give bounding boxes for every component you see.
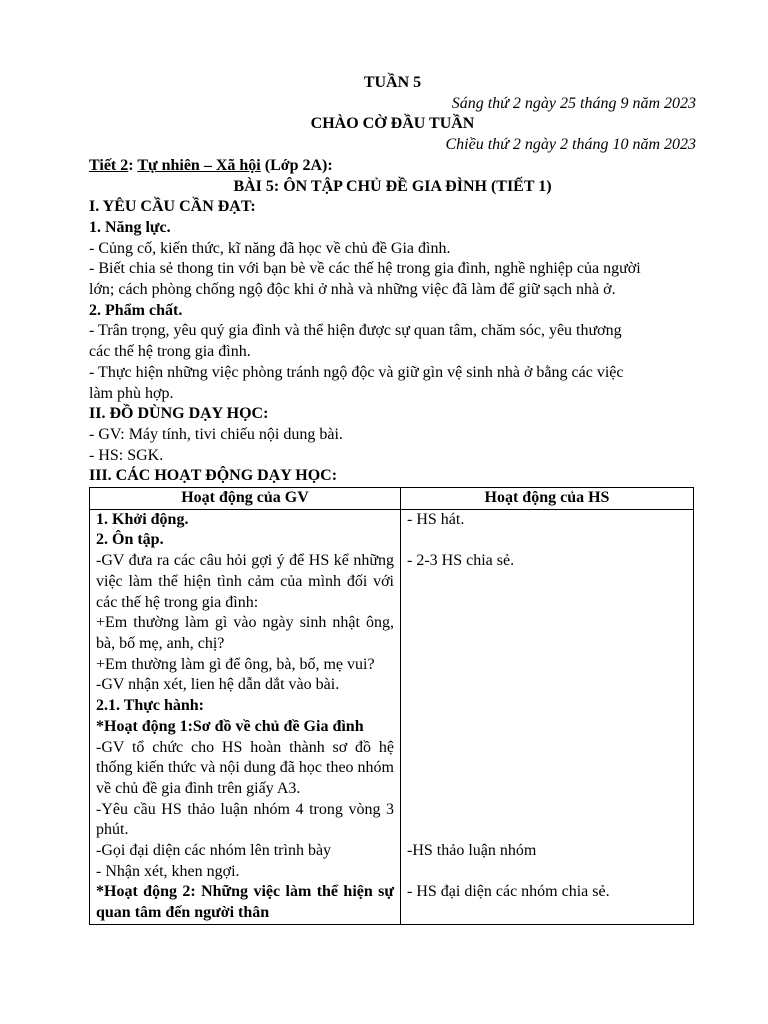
period-label: Tiết 2: [89, 156, 129, 174]
column-header-gv: Hoạt động của GV: [90, 488, 401, 510]
spacer: [407, 675, 687, 696]
spacer: [407, 820, 687, 841]
section1-heading: I. YÊU CẦU CẦN ĐẠT:: [89, 198, 256, 216]
lesson-line: [89, 156, 696, 177]
section1-line: lớn; cách phòng chống ngộ độc khi ở nhà và những việc đã làm để giữ sạch nhà ở.: [89, 281, 616, 299]
date-afternoon: Chiều thứ 2 ngày 2 tháng 10 năm 2023: [445, 136, 696, 154]
hs-response: - HS đại diện các nhóm chia sẻ.: [407, 883, 610, 901]
gv-paragraph: -GV tổ chức cho HS hoàn thành sơ đồ hệ thống kiến thức và nội dung đã học theo nhóm về chủ đề gia đình trên giấy A3.: [96, 738, 394, 797]
section1-line: - Thực hiện những việc phòng tránh ngộ độc và giữ gìn vệ sinh nhà ở bằng các việc: [89, 363, 624, 381]
lesson-title: BÀI 5: ÔN TẬP CHỦ ĐỀ GIA ĐÌNH (TIẾT 1): [233, 177, 552, 195]
gv-heading: 2. Ôn tập.: [96, 531, 164, 549]
section2-line: - GV: Máy tính, tivi chiếu nội dung bài.: [89, 425, 343, 443]
spacer: [407, 655, 687, 676]
spacer: [407, 572, 687, 593]
spacer: [407, 530, 687, 551]
subject-name: Tự nhiên – Xã hội: [137, 156, 261, 174]
section1-sub1: 1. Năng lực.: [89, 218, 171, 236]
gv-heading: 1. Khởi động.: [96, 510, 189, 528]
gv-paragraph: +Em thường làm gì vào ngày sinh nhật ông, bà, bố mẹ, anh, chị?: [96, 614, 394, 652]
class-name: (Lớp 2A):: [260, 156, 333, 174]
table-header-row: [90, 488, 694, 510]
section3-heading: III. CÁC HOẠT ĐỘNG DẠY HỌC:: [89, 467, 338, 485]
activities-table: [89, 487, 694, 925]
gv-heading: *Hoạt động 2: Những việc làm thể hiện sự quan tâm đến người thân: [96, 883, 394, 922]
column-header-hs: Hoạt động của HS: [401, 488, 694, 510]
gv-cell: [90, 509, 401, 924]
date-morning: Sáng thứ 2 ngày 25 tháng 9 năm 2023: [451, 94, 696, 112]
spacer: [407, 717, 687, 738]
section1-line: - Trân trọng, yêu quý gia đình và thể hiện được sự quan tâm, chăm sóc, yêu thương: [89, 322, 622, 340]
hs-cell: [401, 509, 694, 924]
gv-paragraph: -GV đưa ra các câu hỏi gợi ý để HS kể những việc làm thể hiện tình cảm của mình đối với các thế hệ trong gia đình:: [96, 552, 394, 611]
hs-response: - HS hát.: [407, 510, 465, 528]
document-content: [89, 73, 696, 925]
spacer: [407, 737, 687, 758]
gv-paragraph: -Yêu cầu HS thảo luận nhóm 4 trong vòng 3 phút.: [96, 800, 394, 839]
gv-heading: 2.1. Thực hành:: [96, 697, 205, 715]
spacer: [407, 779, 687, 800]
section1-line: - Củng cố, kiến thức, kĩ năng đã học về chủ đề Gia đình.: [89, 239, 451, 257]
hs-response: - 2-3 HS chia sẻ.: [407, 552, 515, 570]
spacer: [407, 758, 687, 779]
week-title: TUẦN 5: [363, 74, 422, 91]
spacer: [407, 862, 687, 883]
ceremony-title: CHÀO CỜ ĐẦU TUẦN: [310, 115, 475, 133]
table-row: [90, 509, 694, 924]
spacer: [407, 634, 687, 655]
period-colon: :: [128, 156, 138, 174]
section1-line: - Biết chia sẻ thong tin với bạn bè về các thế hệ trong gia đình, nghề nghiệp của người: [89, 260, 641, 278]
hs-response: -HS thảo luận nhóm: [407, 841, 537, 859]
section1-sub2: 2. Phẩm chất.: [89, 301, 183, 319]
section2-heading: II. ĐỒ DÙNG DẠY HỌC:: [89, 405, 269, 423]
gv-heading: *Hoạt động 1:Sơ đồ về chủ đề Gia đình: [96, 717, 364, 735]
section2-line: - HS: SGK.: [89, 446, 164, 464]
gv-paragraph: -Gọi đại diện các nhóm lên trình bày: [96, 842, 332, 860]
section1-line: làm phù hợp.: [89, 384, 174, 402]
spacer: [407, 696, 687, 717]
spacer: [407, 799, 687, 820]
gv-paragraph: +Em thường làm gì để ông, bà, bố, mẹ vui?: [96, 655, 375, 673]
spacer: [407, 613, 687, 634]
gv-paragraph: -GV nhận xét, lien hệ dẫn dắt vào bài.: [96, 676, 340, 694]
section1-line: các thế hệ trong gia đình.: [89, 343, 251, 361]
gv-paragraph: - Nhận xét, khen ngợi.: [96, 862, 240, 880]
spacer: [407, 593, 687, 614]
